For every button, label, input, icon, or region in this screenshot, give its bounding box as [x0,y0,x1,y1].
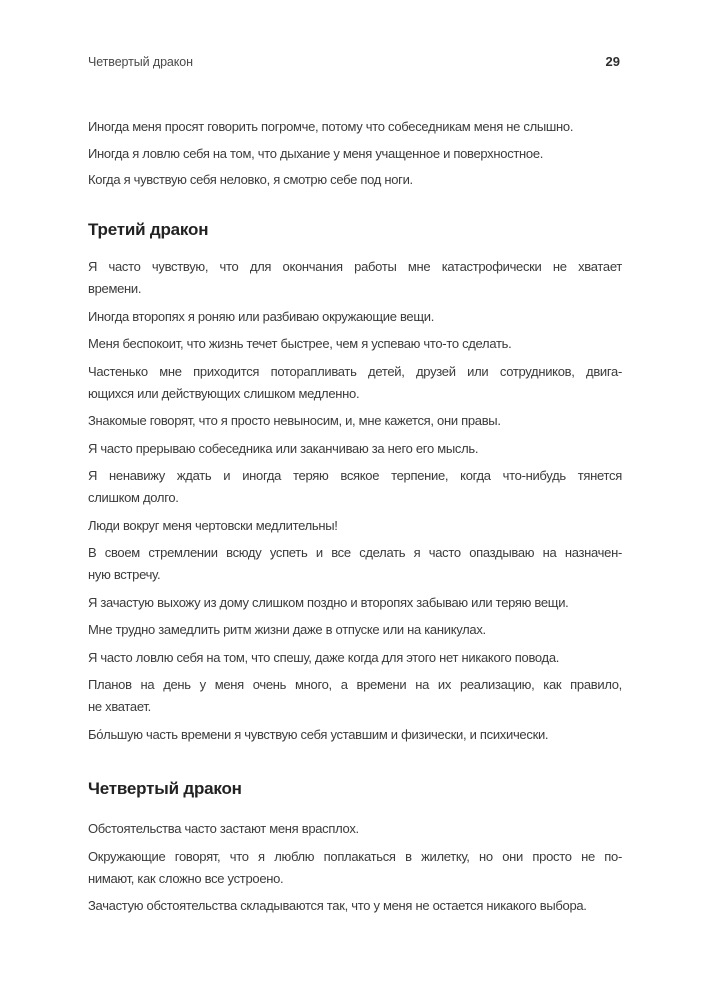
paragraph [88,116,622,138]
paragraph-line: ющихся или действующих слишком медленно. [88,385,360,401]
paragraph-line: слишком долго. [88,490,179,505]
paragraph [88,592,622,614]
paragraph [88,361,622,405]
paragraph-line: Планов на день у меня очень много, а времени на их реализацию, как правило, [88,677,622,692]
paragraph-line: Обстоятельства часто застают меня врасплох. [88,821,359,836]
intro-paragraphs [88,116,622,196]
paragraph-line: В своем стремлении всюду успеть и все сделать я часто опаздываю на назначен- [88,545,622,560]
paragraph [88,542,622,586]
paragraph [88,438,622,460]
paragraph-line: Окружающие говорят, что я люблю поплакаться в жилетку, но они просто не по- [88,848,622,864]
paragraph [88,724,622,746]
section-body [88,256,622,751]
paragraph [88,465,622,509]
paragraph [88,256,622,300]
paragraph [88,410,622,432]
paragraph-line: Меня беспокоит, что жизнь течет быстрее, чем я успеваю что-то сделать. [88,336,512,351]
paragraph-line: Знакомые говорят, что я просто невыносим, и, мне кажется, они правы. [88,413,501,428]
section-heading: Третий дракон [88,220,209,239]
paragraph [88,895,622,917]
paragraph [88,306,622,328]
paragraph-line: Бо́льшую часть времени я чувствую себя уставшим и физически, и психически. [88,726,549,742]
paragraph-line: Я зачастую выхожу из дому слишком поздно и второпях забываю или теряю вещи. [88,594,569,610]
paragraph-line: Иногда меня просят говорить погромче, потому что собеседникам меня не слышно. [88,119,574,134]
paragraph-line: Мне трудно замедлить ритм жизни даже в отпуске или на каникулах. [88,622,486,637]
paragraph-line: Люди вокруг меня чертовски медлительны! [88,517,338,533]
paragraph-line: Когда я чувствую себя неловко, я смотрю себе под ноги. [88,172,413,187]
paragraph [88,846,622,890]
paragraph-line: Я часто ловлю себя на том, что спешу, даже когда для этого нет никакого повода. [88,649,560,665]
running-title: Четвертый дракон [88,55,193,69]
paragraph-line: Иногда я ловлю себя на том, что дыхание у меня учащенное и поверхностное. [88,145,544,161]
paragraph-line: не хватает. [88,699,151,714]
paragraph [88,169,622,191]
paragraph-line: Зачастую обстоятельства складываются так, что у меня не остается никакого выбора. [88,898,587,913]
paragraph [88,619,622,641]
section-body [88,818,622,923]
page-number: 29 [605,54,620,69]
paragraph-line: Я часто чувствую, что для окончания работы мне катастрофически не хватает [88,259,622,274]
paragraph-line: Иногда второпях я роняю или разбиваю окружающие вещи. [88,308,435,324]
paragraph [88,515,622,537]
paragraph-line: нимают, как сложно все устроено. [88,870,284,886]
paragraph-line: времени. [88,281,142,296]
paragraph-line: Частенько мне приходится поторапливать детей, друзей или сотрудников, двига- [88,363,622,379]
paragraph [88,818,622,840]
paragraph-line: Я ненавижу ждать и иногда теряю всякое терпение, когда что-нибудь тянется [88,468,622,483]
section-heading: Четвертый дракон [88,779,242,798]
paragraph-line: ную встречу. [88,567,161,582]
paragraph-line: Я часто прерываю собеседника или заканчиваю за него его мысль. [88,440,479,456]
paragraph [88,647,622,669]
running-head [88,52,620,72]
paragraph [88,333,622,355]
paragraph [88,143,622,165]
paragraph [88,674,622,718]
